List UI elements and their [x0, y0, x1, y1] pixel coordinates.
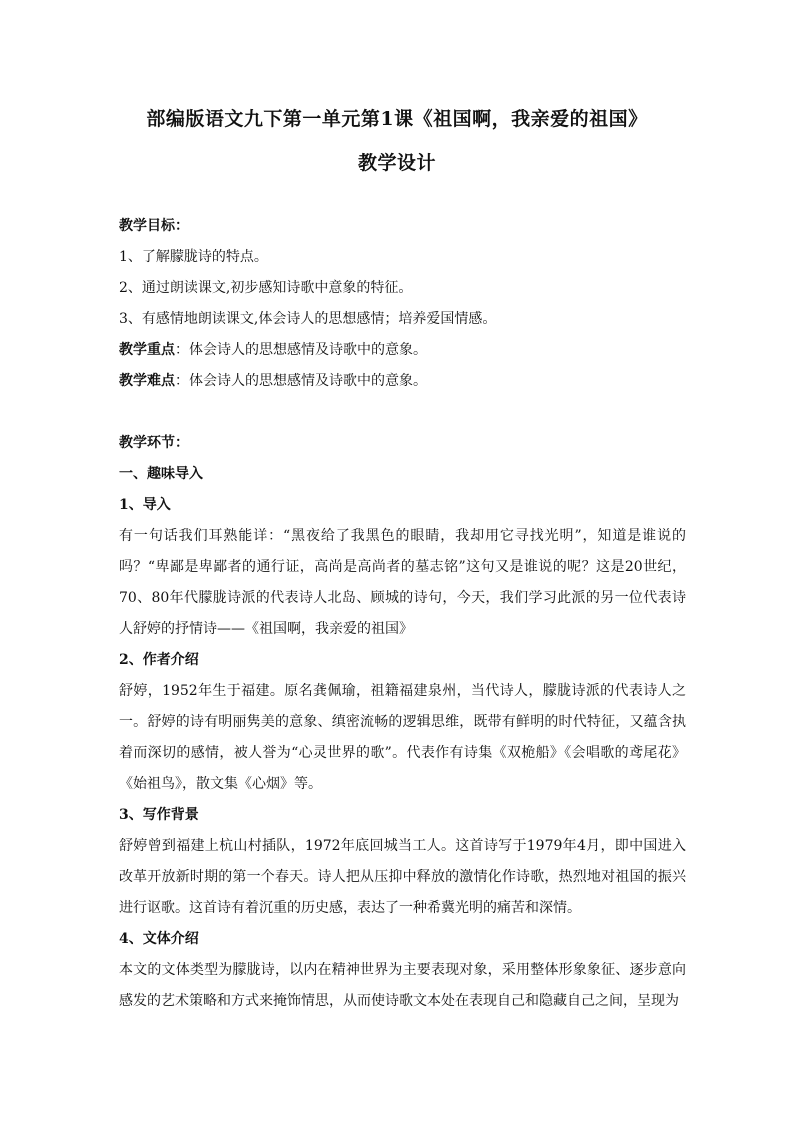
key-point — [119, 335, 686, 366]
document-subtitle: 教学设计 — [357, 152, 436, 174]
spacer — [119, 397, 686, 428]
difficulty-point — [119, 366, 686, 397]
subsection-heading-author: 2、作者介绍 — [119, 652, 199, 668]
key-point-text: ：体会诗人的思想感情及诗歌中的意象。 — [175, 342, 427, 358]
subsection-heading-background: 3、写作背景 — [119, 807, 199, 823]
key-point-label: 教学重点 — [119, 342, 175, 358]
difficulty-label: 教学难点 — [119, 373, 175, 389]
document-title: 部编版语文九下第一单元第1课《祖国啊，我亲爱的祖国》 — [146, 108, 648, 130]
subsection-heading-genre: 4、文体介绍 — [119, 931, 199, 947]
subsection-heading-lead-in: 1、导入 — [119, 497, 171, 513]
paragraph-genre: 本文的文体类型为朦胧诗，以内在精神世界为主要表现对象，采用整体形象象征、逐步意向感发的艺术策略和方式来掩饰情思，从而使诗歌文本处在表现自己和隐藏自己之间，呈现为 — [119, 962, 686, 1009]
paragraph-author: 舒婷，1952年生于福建。原名龚佩瑜，祖籍福建泉州，当代诗人，朦胧诗派的代表诗人之一。舒婷的诗有明丽隽美的意象、缜密流畅的逻辑思维，既带有鲜明的时代特征，又蕴含执着而深切的感情，被人誉为“心灵世界的歌”。代表作有诗集《双桅船》《会唱歌的鸢尾花》《始祖鸟》，散文集《心烟》等。 — [119, 683, 686, 792]
document-body — [119, 211, 686, 1017]
objective-item-3: 3、有感情地朗读课文,体会诗人的思想感情；培养爱国情感。 — [119, 311, 497, 327]
paragraph-background: 舒婷曾到福建上杭山村插队，1972年底回城当工人。这首诗写于1979年4月，即中国进入改革开放新时期的第一个春天。诗人把从压抑中释放的激情化作诗歌，热烈地对祖国的振兴进行讴歌。这首诗有着沉重的历史感，表达了一种希冀光明的痛苦和深情。 — [119, 838, 686, 916]
difficulty-text: ：体会诗人的思想感情及诗歌中的意象。 — [175, 373, 427, 389]
objective-item-1: 1、了解朦胧诗的特点。 — [119, 249, 268, 265]
objective-item-2: 2、通过朗读课文,初步感知诗歌中意象的特征。 — [119, 280, 413, 296]
paragraph-lead-in: 有一句话我们耳熟能详：“黑夜给了我黑色的眼睛，我却用它寻找光明”，知道是谁说的吗？“卑鄙是卑鄙者的通行证，高尚是高尚者的墓志铭”这句又是谁说的呢？这是20世纪，70、80年代朦胧诗派的代表诗人北岛、顾城的诗句，今天，我们学习此派的另一位代表诗人舒婷的抒情诗——《祖国啊，我亲爱的祖国》 — [119, 528, 686, 637]
steps-heading: 教学环节： — [119, 435, 189, 451]
section-heading-intro: 一、趣味导入 — [119, 466, 203, 482]
objectives-heading: 教学目标： — [119, 218, 189, 234]
